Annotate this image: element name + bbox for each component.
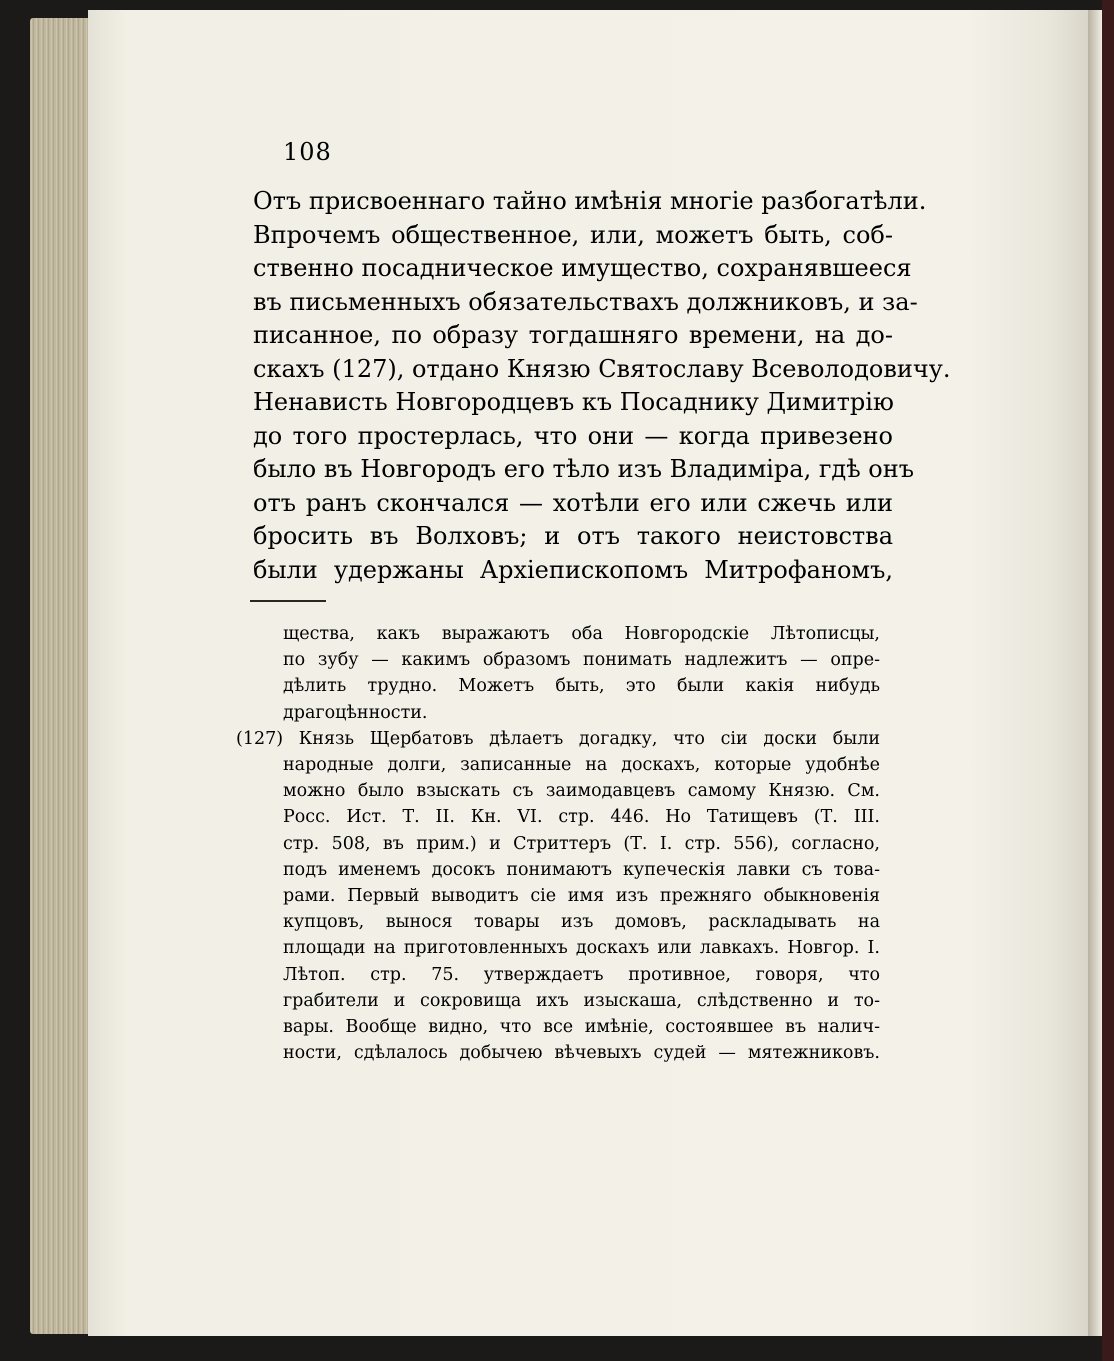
note-line: площади на приготовленныхъ доскахъ или лавкахъ. Новгор. I. (283, 938, 880, 959)
note-line: подъ именемъ досокъ понимаютъ купеческія лавки съ това- (283, 859, 880, 880)
note-line: дѣлить трудно. Можетъ быть, это были какія нибудь (283, 676, 880, 697)
main-line: отъ ранъ скончался — хотѣли его или сжечь или (253, 488, 893, 517)
main-line: Отъ присвоеннаго тайно имѣнія многіе разбогатѣли. (253, 187, 927, 215)
note-line: стр. 508, въ прим.) и Стриттеръ (Т. I. стр. 556), согласно, (283, 833, 880, 854)
note-line: ности, сдѣлалось добычею вѣчевыхъ судей — мятежниковъ. (283, 1043, 880, 1064)
main-line: были удержаны Архіепископомъ Митрофаномъ, (253, 555, 893, 584)
main-line: скахъ (127), отдано Князю Святославу Всеволодовичу. (253, 354, 951, 383)
note-line: (127) Князь Щербатовъ дѣлаетъ догадку, что сіи доски были (236, 728, 880, 749)
page-edges (30, 18, 92, 1334)
note-line: драгоцѣнности. (283, 702, 428, 723)
gutter (1088, 10, 1102, 1336)
note-line: рами. Первый выводитъ сіе имя изъ прежняго обыкновенія (283, 886, 880, 907)
note-line: щества, какъ выражаютъ оба Новгородскіе Лѣтописцы, (283, 624, 880, 644)
footnotes (236, 621, 880, 1066)
note-line: Лѣтоп. стр. 75. утверждаетъ противное, говоря, что (283, 964, 880, 985)
note-line: народные долги, записанные на доскахъ, которые удобнѣе (283, 755, 880, 776)
main-line: Ненависть Новгородцевъ къ Посаднику Димитрію (253, 388, 894, 416)
main-line: до того простерлась, что они — когда привезено (253, 421, 893, 450)
binding-edge (1102, 0, 1114, 1361)
note-line: вары. Вообще видно, что все имѣніе, состоявшее въ налич- (283, 1017, 880, 1038)
main-line: въ письменныхъ обязательствахъ должниковъ, и за- (253, 287, 918, 316)
note-line: грабители и сокровища ихъ изыскаша, слѣдственно и то- (283, 990, 880, 1011)
footnote-rule (250, 600, 326, 602)
main-line: Впрочемъ общественное, или, можетъ быть, соб- (253, 220, 893, 249)
main-text (253, 185, 951, 587)
main-line: ственно посадническое имущество, сохранявшееся (253, 254, 912, 282)
main-line: писанное, по образу тогдашняго времени, на до- (253, 321, 893, 349)
note-line: Росс. Ист. Т. II. Кн. VI. стр. 446. Но Татищевъ (Т. III. (283, 807, 880, 828)
main-line: было въ Новгородъ его тѣло изъ Владиміра, гдѣ онъ (253, 455, 915, 483)
note-line: можно было взыскать съ заимодавцевъ самому Князю. См. (283, 781, 880, 802)
main-line: бросить въ Волховъ; и отъ такого неистовства (253, 522, 893, 550)
note-line: по зубу — какимъ образомъ понимать надлежитъ — опре- (283, 650, 880, 671)
page-number: 108 (283, 138, 332, 166)
note-line: купцовъ, вынося товары изъ домовъ, раскладывать на (283, 912, 880, 933)
